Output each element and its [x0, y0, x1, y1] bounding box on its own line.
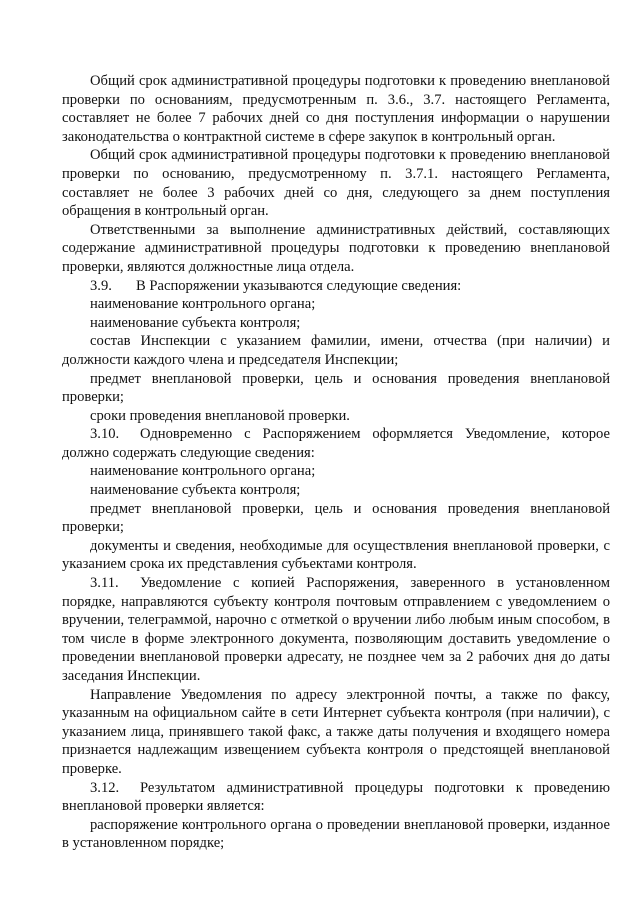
- document-page: [62, 72, 610, 853]
- section-3-9-heading: [62, 277, 610, 296]
- list-item: состав Инспекции с указанием фамилии, имени, отчества (при наличии) и должности каждого члена и председателя Инспекции;: [62, 333, 610, 368]
- list-item: документы и сведения, необходимые для осуществления внеплановой проверки, с указанием срока их представления субъектами контроля.: [62, 537, 610, 573]
- paragraph-email-fax-direction: Направление Уведомления по адресу электронной почты, а также по факсу, указанным на официальном сайте в сети Интернет субъекта контроля (при наличии), с указанием лица, принявшего такой факс, а также даты получения и входящего номера признается надлежащим извещением субъекта контроля о предстоящей внеплановой проверке.: [62, 686, 610, 777]
- section-text: В Распоряжении указываются следующие сведения:: [136, 277, 462, 294]
- paragraph-general-term-7-days: Общий срок административной процедуры подготовки к проведению внеплановой проверки по основаниям, предусмотренным п. 3.6., 3.7. настоящего Регламента, составляет не более 7 рабочих дней со дня поступления информации о нарушении законодательства о контрактной системе в сфере закупок в контрольный орган.: [62, 73, 610, 145]
- section-number: 3.9.: [90, 277, 112, 294]
- section-3-11-paragraph: [62, 574, 610, 686]
- section-number: 3.12.: [90, 779, 120, 796]
- section-text: Одновременно с Распоряжением оформляется Уведомление, которое должно содержать следующие сведения:: [62, 426, 610, 461]
- section-number: 3.11.: [90, 575, 119, 592]
- list-item: наименование контрольного органа;: [90, 463, 316, 480]
- list-item: предмет внеплановой проверки, цель и основания проведения внеплановой проверки;: [62, 500, 610, 536]
- section-text: Результатом административной процедуры подготовки к проведению внеплановой проверки является:: [62, 779, 610, 815]
- section-text: Уведомление с копией Распоряжения, заверенного в установленном порядке, направляются субъекту контроля почтовым отправлением с уведомлением о вручении, телеграммой, нарочно с отметкой о вручении либо любым иным способом, в том числе в форме электронного документа, позволяющим доставить уведомление о проведении внеплановой проверки адресату, не позднее чем за 2 рабочих дня до даты заседания Инспекции.: [62, 575, 610, 684]
- list-item: наименование субъекта контроля;: [90, 314, 301, 331]
- list-item: наименование субъекта контроля;: [90, 482, 301, 499]
- list-item: предмет внеплановой проверки, цель и основания проведения внеплановой проверки;: [62, 370, 610, 406]
- list-item: распоряжение контрольного органа о проведении внеплановой проверки, изданное в установленном порядке;: [62, 816, 610, 852]
- list-item: наименование контрольного органа;: [90, 296, 316, 313]
- list-item: сроки проведения внеплановой проверки.: [90, 407, 350, 424]
- section-3-10-heading: [62, 425, 610, 462]
- paragraph-general-term-3-days: Общий срок административной процедуры подготовки к проведению внеплановой проверки по основанию, предусмотренному п. 3.7.1. настоящего Регламента, составляет не более 3 рабочих дней со дня, следующего за днем поступления обращения в контрольный орган.: [62, 147, 610, 220]
- section-number: 3.10.: [90, 426, 120, 443]
- paragraph-responsible-persons: Ответственными за выполнение административных действий, составляющих содержание административной процедуры подготовки к проведению внеплановой проверки, являются должностные лица отдела.: [62, 221, 610, 275]
- section-3-12-heading: [62, 779, 610, 816]
